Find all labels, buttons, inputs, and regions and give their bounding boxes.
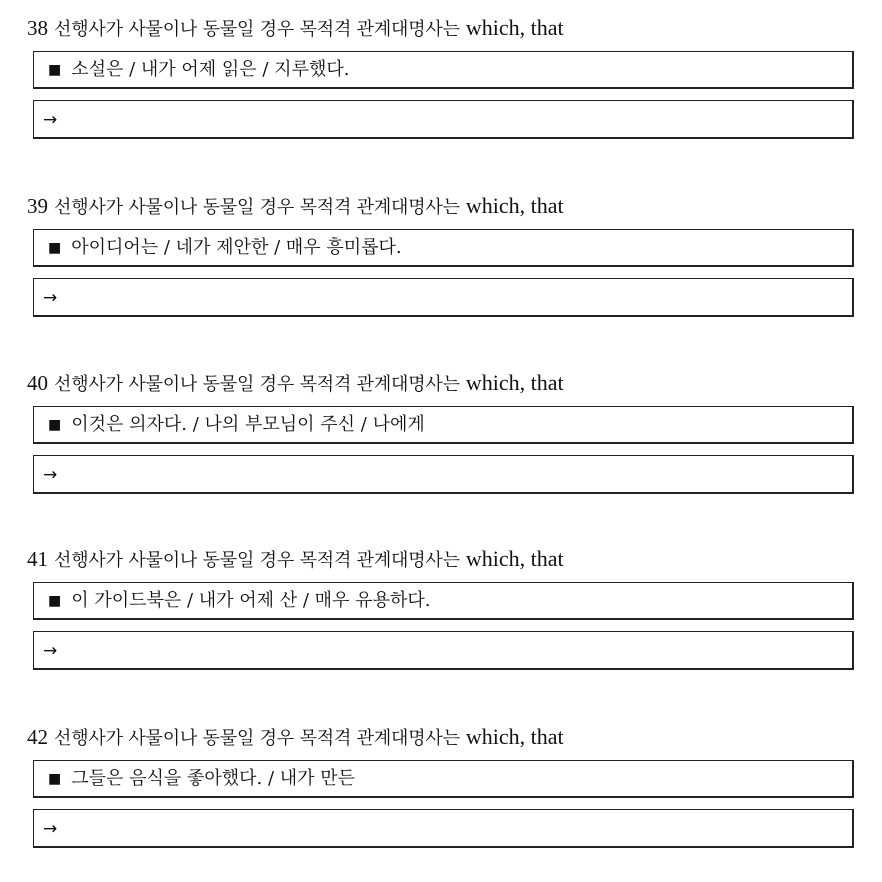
answer-box[interactable] [33, 455, 854, 494]
prompt-text: 이 가이드북은 / 내가 어제 산 / 매우 유용하다. [71, 590, 431, 611]
right-arrow-icon: → [43, 110, 58, 130]
square-bullet-icon: ■ [48, 62, 62, 78]
square-bullet-icon: ■ [48, 771, 62, 787]
question-number: 38 [27, 16, 48, 40]
question-39 [27, 193, 857, 308]
question-pronouns: which, that [465, 193, 564, 218]
right-arrow-icon: → [43, 465, 58, 485]
question-instruction: 선행사가 사물이나 동물일 경우 목적격 관계대명사는 [54, 728, 460, 749]
prompt-box [33, 229, 854, 267]
prompt-box [33, 51, 854, 89]
question-38 [27, 15, 857, 130]
question-pronouns: which, that [465, 370, 564, 395]
prompt-text: 이것은 의자다. / 나의 부모님이 주신 / 나에게 [71, 414, 425, 435]
prompt-text: 아이디어는 / 네가 제안한 / 매우 흥미롭다. [71, 237, 402, 258]
question-instruction: 선행사가 사물이나 동물일 경우 목적격 관계대명사는 [54, 197, 460, 218]
question-title [27, 547, 857, 571]
question-number: 39 [27, 194, 48, 218]
prompt-box [33, 582, 854, 620]
prompt-box [33, 406, 854, 444]
question-40 [27, 370, 857, 485]
question-pronouns: which, that [465, 724, 564, 749]
question-42 [27, 724, 857, 839]
question-number: 42 [27, 725, 48, 749]
question-number: 40 [27, 371, 48, 395]
right-arrow-icon: → [43, 288, 58, 308]
question-pronouns: which, that [465, 15, 564, 40]
prompt-box [33, 760, 854, 798]
answer-box[interactable] [33, 100, 854, 139]
question-title [27, 16, 857, 40]
question-number: 41 [27, 547, 48, 571]
square-bullet-icon: ■ [48, 593, 62, 609]
answer-box[interactable] [33, 631, 854, 670]
right-arrow-icon: → [43, 819, 58, 839]
square-bullet-icon: ■ [48, 240, 62, 256]
question-title [27, 371, 857, 395]
question-instruction: 선행사가 사물이나 동물일 경우 목적격 관계대명사는 [54, 19, 460, 40]
question-pronouns: which, that [465, 546, 564, 571]
question-41 [27, 546, 857, 661]
prompt-text: 그들은 음식을 좋아했다. / 내가 만든 [71, 768, 356, 789]
question-instruction: 선행사가 사물이나 동물일 경우 목적격 관계대명사는 [54, 374, 460, 395]
answer-box[interactable] [33, 809, 854, 848]
question-title [27, 725, 857, 749]
right-arrow-icon: → [43, 641, 58, 661]
square-bullet-icon: ■ [48, 417, 62, 433]
question-title [27, 194, 857, 218]
answer-box[interactable] [33, 278, 854, 317]
prompt-text: 소설은 / 내가 어제 읽은 / 지루했다. [71, 59, 350, 80]
question-instruction: 선행사가 사물이나 동물일 경우 목적격 관계대명사는 [54, 550, 460, 571]
